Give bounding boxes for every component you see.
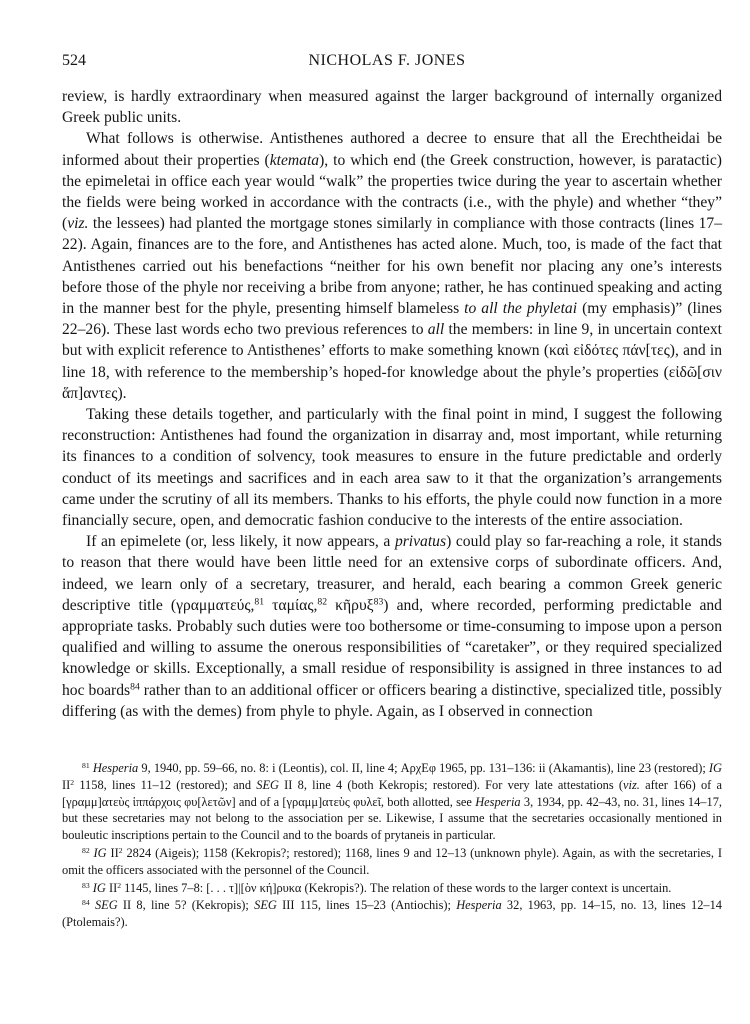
footnote-ref-84[interactable]: 84 — [130, 681, 140, 693]
text-run: 9, 1940, pp. 59–66, no. 8: i (Leontis), col. II, line 4; ΑρχΕφ 1965, pp. 131–136: ii (Akamantis), line 23 (restored); — [138, 761, 709, 775]
text-run: 1145, lines 7–8: [. . . τ]|[ὸν κή]ρυκα (Kekropis?). The relation of these words to the larger context is uncertain. — [121, 880, 672, 895]
footnote-ref-81[interactable]: 81 — [254, 596, 265, 608]
paragraph-4 — [62, 531, 722, 722]
italic-term: IG — [92, 880, 106, 895]
italic-term: to all the phyletai — [464, 300, 578, 318]
italic-term: ktemata — [269, 151, 320, 169]
text-run: III 115, lines 15–23 (Antiochis); — [276, 898, 457, 913]
text-run: (my emphasis)” (lines 22–26). These last words echo two previous references to — [62, 300, 723, 339]
text-run: the members: in line 9, in uncertain context but with explicit reference to Antisthenes’ efforts to make something known (καὶ εἰδότες πάν[τες), and in line 18, with reference to the membership’s hoped-for knowledge about the phyle’s properties (εἰδῶ[σιν ἅπ]αντες). — [62, 321, 722, 402]
footnote-number: 84 — [82, 898, 90, 908]
italic-term: all — [427, 321, 445, 339]
text-run: rather than to an additional officer or officers bearing a distinctive, specialized title, possibly differing (as with the demes) from phyle to phyle. Again, as I observed in connection — [62, 681, 722, 720]
footnote-83 — [62, 880, 722, 897]
italic-term: viz. — [623, 777, 640, 792]
text-run: ταμίας, — [264, 596, 318, 614]
superscript: 2 — [118, 845, 123, 855]
text-run: II 8, line 5? (Kekropis); — [117, 898, 255, 913]
superscript: 2 — [70, 777, 75, 787]
footnotes — [62, 760, 722, 932]
italic-term: SEG — [254, 898, 277, 913]
italic-term: privatus — [394, 533, 447, 551]
italic-term: Hesperia — [475, 794, 521, 809]
footnote-number: 81 — [82, 760, 90, 770]
text-run: 1158, lines 11–12 (restored); and — [74, 777, 257, 792]
footnote-ref-82[interactable]: 82 — [317, 596, 328, 608]
text-run: II — [106, 845, 119, 860]
footnote-ref-83[interactable]: 83 — [373, 596, 384, 608]
footnote-82 — [62, 845, 722, 879]
footnote-number: 83 — [82, 880, 90, 890]
text-run: II — [62, 777, 71, 792]
paragraph-2 — [62, 128, 722, 404]
italic-term: Hesperia — [92, 761, 139, 775]
footnote-84 — [62, 897, 722, 931]
paragraph-1: review, is hardly extraordinary when measured against the larger background of internally organized Greek public units. — [62, 88, 722, 127]
text-run: 32, 1963, pp. 14–15, no. 13, lines 12–14 (Ptolemais?). — [62, 898, 722, 930]
footnote-number: 82 — [82, 845, 90, 855]
text-run: κῆρυξ — [327, 596, 374, 614]
italic-term: SEG — [256, 777, 279, 792]
superscript: 2 — [117, 880, 122, 890]
italic-term: SEG — [94, 898, 118, 913]
text-run: II 8, line 4 (both Kekropis; restored). For very late attestations ( — [278, 777, 624, 792]
italic-term: viz. — [67, 215, 89, 233]
text-run: ), to which end (the Greek construction, however, is paratactic) the epimeletai in office each year would “walk” the properties twice during the year to ascertain whether the fields were being worked in accordance with the contracts (i.e., with the phyle) and whether “they” ( — [62, 151, 722, 233]
text-run: after 166) of a [γραμμ]ατεὺς ἱππάρχοις φυ[λετῶν] and of a [γραμμ]ατεὺς φυλεῖ, both allotted, see — [62, 777, 722, 809]
italic-term: Hesperia — [456, 898, 502, 913]
text-run: 3, 1934, pp. 42–43, no. 31, lines 14–17, but these secretaries may not belong to the association per se. Likewise, I assume that the secretaries occasionally mentioned in bouleutic inscriptions pertain to the Council and to the boards of prytaneis in particular. — [62, 794, 722, 843]
page-header — [62, 52, 712, 72]
text-run: ) and, where recorded, performing predictable and appropriate tasks. Probably such duties were too bothersome or time-consuming to impose upon a person qualified and willing to assume the onerous responsibilities of “caretaker”, or they required specialized knowledge or skills. Exceptionally, a small residue of responsibility is assigned in three instances to ad hoc boards — [62, 596, 722, 699]
running-head: NICHOLAS F. JONES — [308, 52, 466, 69]
text-run: II — [105, 880, 118, 895]
italic-term: IG — [708, 761, 722, 775]
body-text — [62, 86, 722, 722]
footnote-81 — [62, 760, 722, 844]
page-number: 524 — [62, 52, 86, 69]
text-run: the lessees) had planted the mortgage stones similarly in compliance with those contracts (lines 17–22). Again, finances are to the fore, and Antisthenes has acted alone. Much, too, is made of the fact that Antisthenes carried out his benefactions “neither for his own benefit nor placing any one’s interests before those of the phyle nor receiving a bribe from anyone; rather, he has continued speaking and acting in the manner best for the phyle, presenting himself blameless — [62, 215, 722, 318]
text-run: If an epimelete (or, less likely, it now appears, a — [86, 533, 395, 551]
text-run: What follows is otherwise. Antisthenes authored a decree to ensure that all the Erechtheidai be informed about their properties ( — [62, 130, 722, 169]
paragraph-3: Taking these details together, and particularly with the final point in mind, I suggest the following reconstruction: Antisthenes had found the organization in disarray and, most important, while returning its finances to a condition of solvency, took measures to ensure in the future predictable and orderly conduct of its meetings and sacrifices and in each area saw to it that the organization’s arrangements came under the scrutiny of all its members. Thanks to his efforts, the phyle could now function in a more financially secure, open, and democratic fashion conducive to the interests of the entire association. — [62, 406, 722, 530]
italic-term: IG — [93, 845, 107, 860]
text-run: 2824 (Aigeis); 1158 (Kekropis?; restored); 1168, lines 9 and 12–13 (unknown phyle). Again, as with the secretaries, I omit the officers associated with the personnel of the Council. — [62, 845, 722, 877]
text-run: ) could play so far-reaching a role, it stands to reason that there would have been little need for an extensive corps of subordinate officers. And, indeed, we learn only of a secretary, treasurer, and herald, each bearing a common Greek generic descriptive title (γραμματεύς, — [62, 533, 722, 614]
